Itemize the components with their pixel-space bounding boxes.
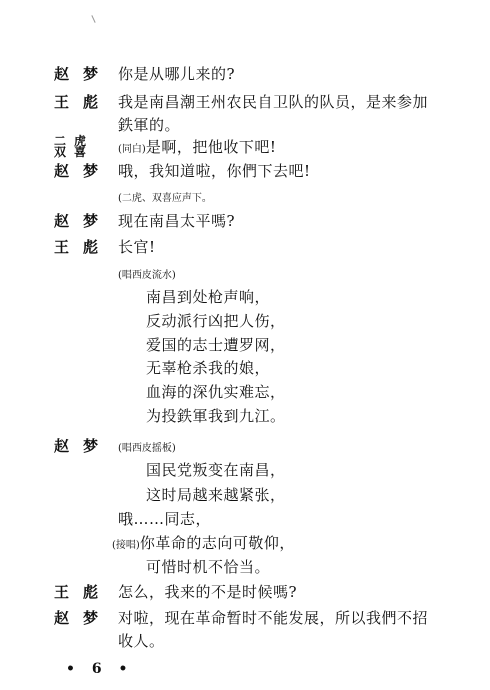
dialogue-text: 哦，我知道啦，你們下去吧!: [118, 162, 311, 180]
verse-line: 血海的深仇实难忘，: [146, 383, 286, 401]
dialogue-text: 对啦，现在革命暂时不能发展，所以我們不招收人。: [118, 609, 429, 650]
speaker-name: 赵梦: [54, 162, 113, 180]
verse-line: 这时局越来越紧张，: [146, 486, 286, 504]
dialogue-text: 怎么，我来的不是时候嗎?: [118, 583, 298, 601]
speaker-name-top: 二虎: [54, 134, 95, 148]
verse-line: 爱国的志士遭罗网，: [146, 336, 286, 354]
speaker-name: 王彪: [54, 238, 113, 256]
speaker-name: 赵梦: [54, 212, 113, 230]
verse-line: 国民党叛变在南昌，: [146, 461, 286, 479]
page-number: • 6 •: [66, 661, 134, 677]
stage-direction: (唱西皮摇板): [118, 443, 176, 454]
verse-line: 南昌到处枪声响，: [146, 288, 271, 306]
stage-direction: (二虎、双喜应声下。: [118, 193, 212, 204]
dialogue-text: 你是从哪儿来的?: [118, 65, 236, 83]
dialogue-text: [112, 532, 434, 557]
speaker-name: 赵梦: [54, 437, 113, 455]
verse-line: 反动派行凶把人伤，: [146, 312, 286, 330]
dialogue-text: [118, 136, 440, 161]
dialogue-text: 现在南昌太平嗎?: [118, 212, 236, 230]
speaker-name: 赵梦: [54, 65, 113, 83]
verse-line: 可惜时机不恰当。: [146, 558, 271, 576]
speaker-name-bottom: 双喜: [54, 145, 95, 159]
scan-mark: [91, 15, 95, 23]
stage-direction: (同白): [118, 144, 146, 155]
dialogue-words: 是啊，把他收下吧!: [145, 138, 277, 156]
dialogue-text: 哦……同志，: [118, 510, 212, 528]
stage-direction: (唱西皮流水): [118, 270, 176, 281]
dialogue-words: 你革命的志向可敬仰，: [139, 534, 295, 552]
speaker-name: 王彪: [54, 93, 113, 111]
verse-line: 无辜枪杀我的娘，: [146, 359, 271, 377]
speaker-name: 赵梦: [54, 609, 113, 627]
stage-direction: (接唱): [112, 540, 140, 551]
verse-line: 为投鉄軍我到九江。: [146, 407, 286, 425]
dialogue-text: 长官!: [118, 238, 156, 256]
speaker-name: 王彪: [54, 583, 113, 601]
dialogue-text: 我是南昌潮王州农民自卫队的队员，是来参加鉄軍的。: [118, 93, 429, 134]
